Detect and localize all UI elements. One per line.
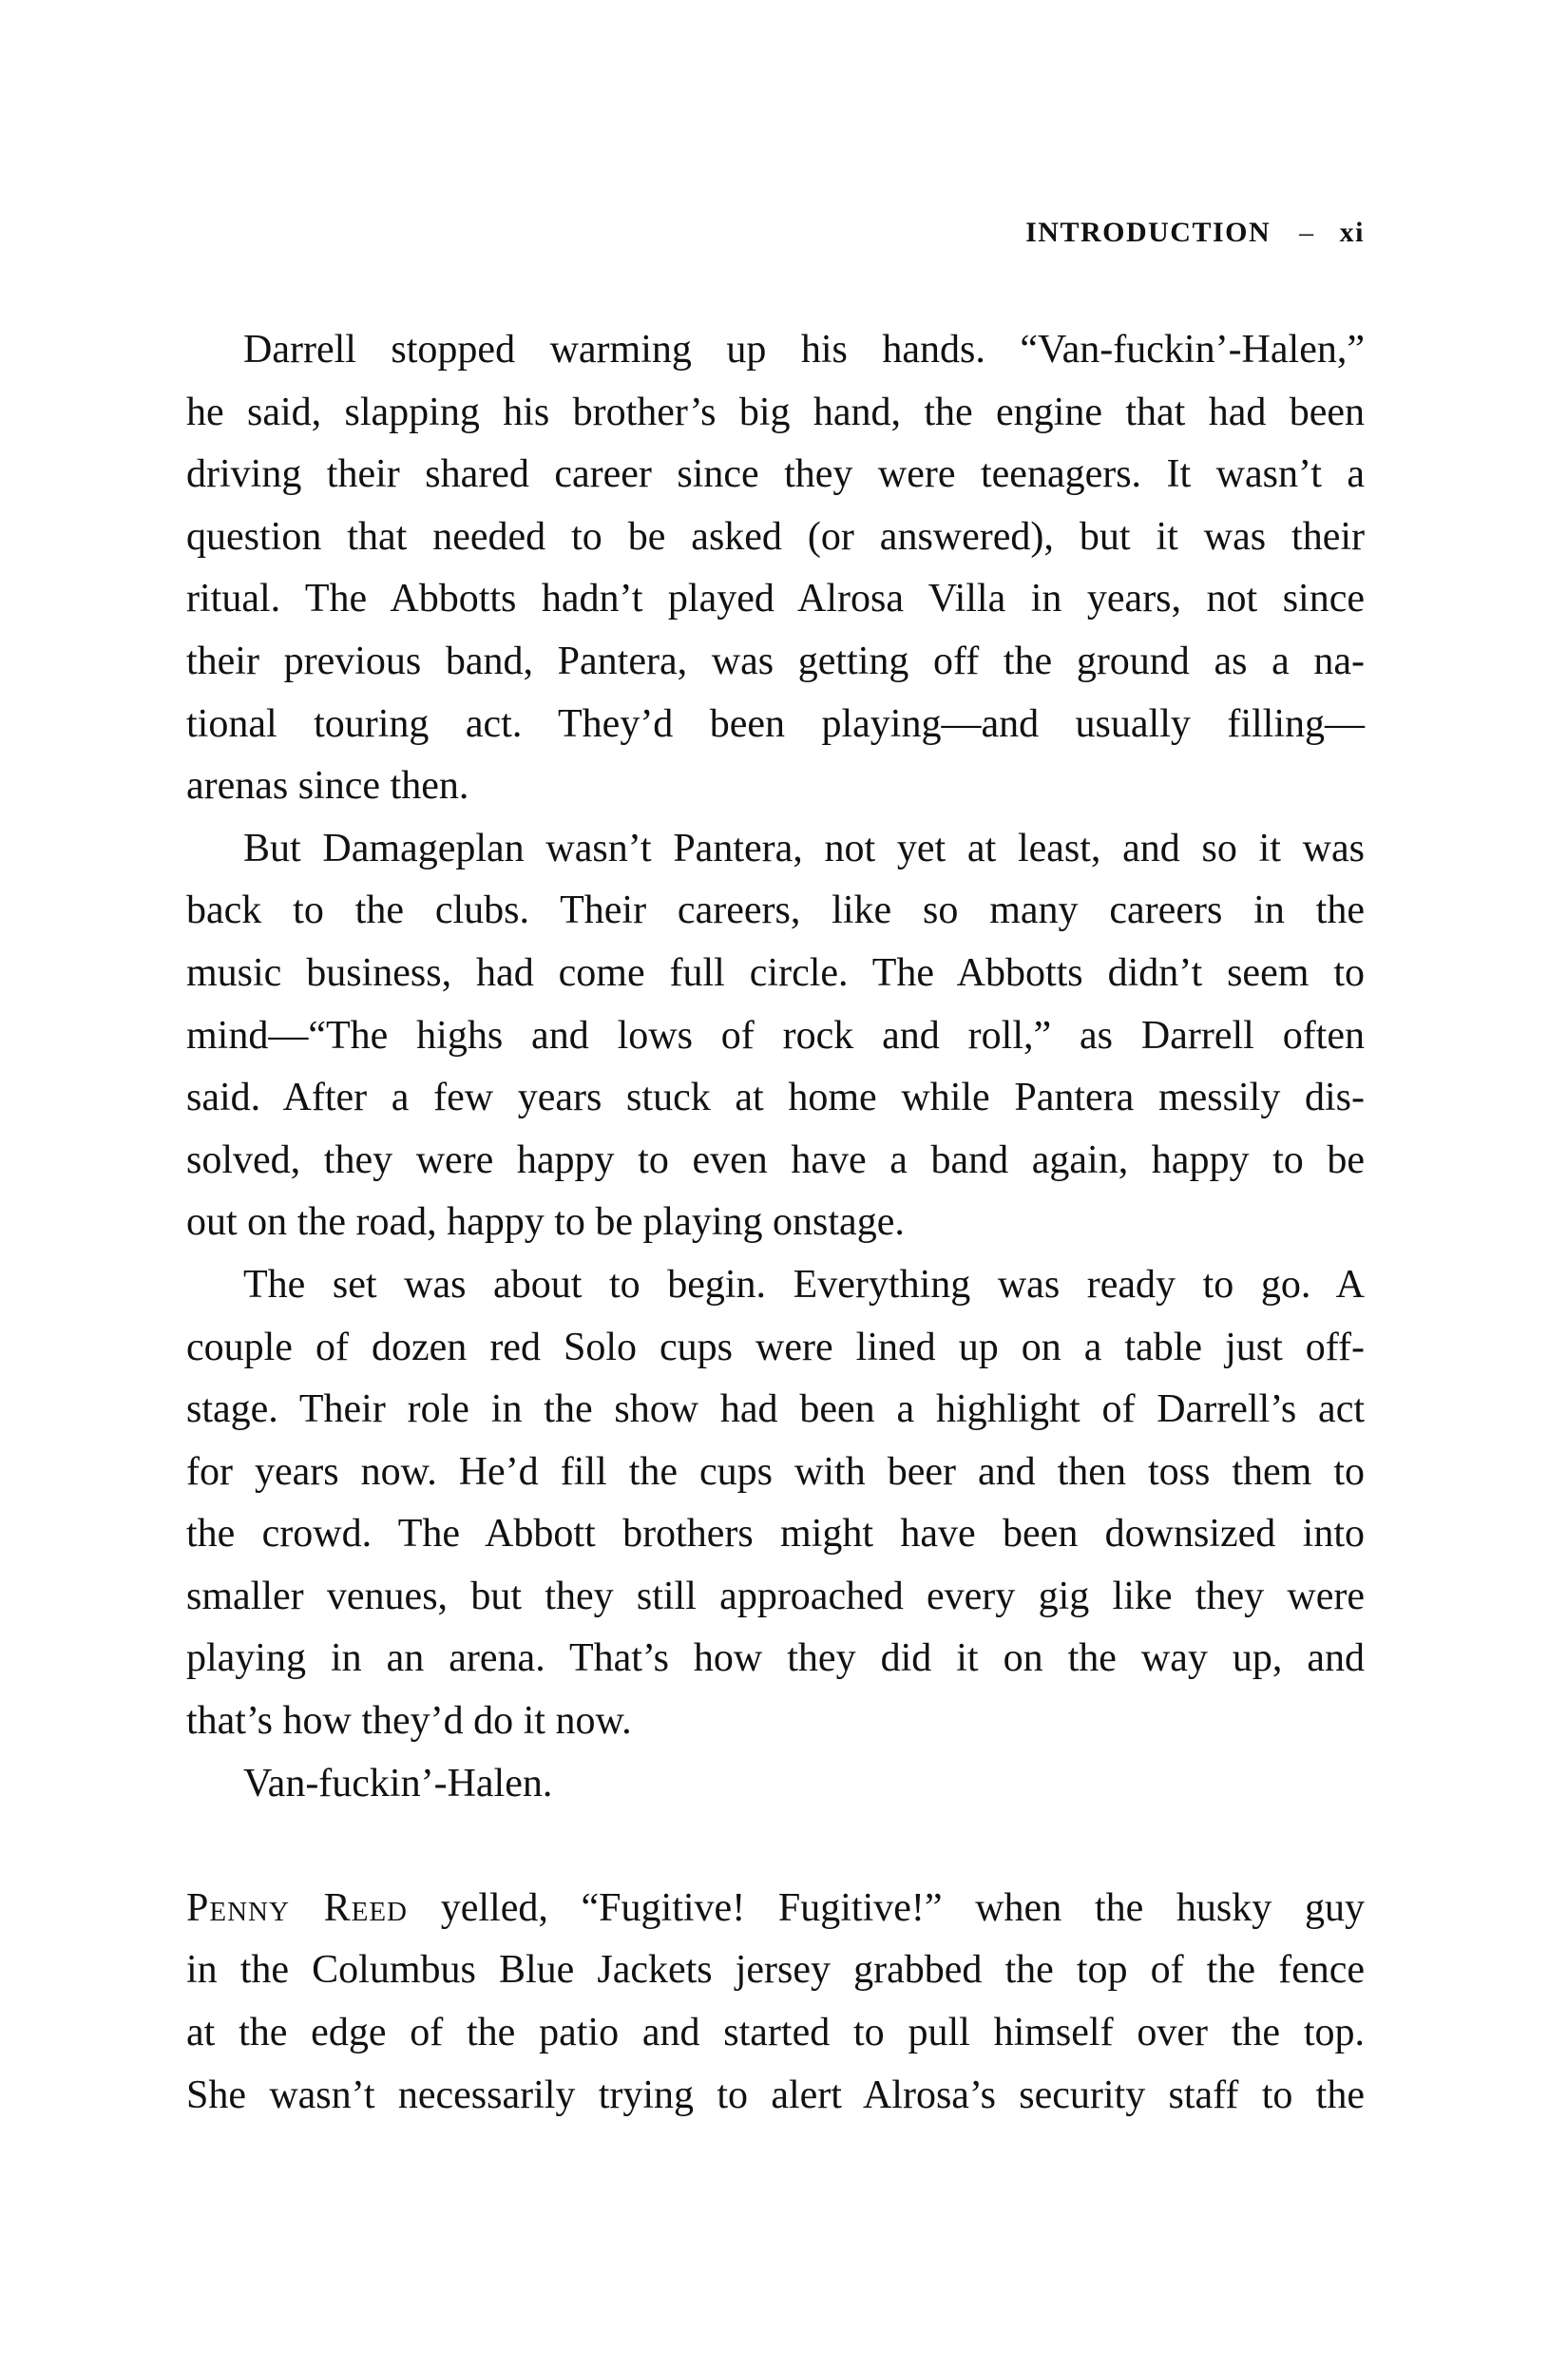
text-line: in the Columbus Blue Jackets jersey grabbed the top of the fence: [186, 1948, 1365, 1993]
text-line: their previous band, Pantera, was getting off the ground as a na-: [186, 639, 1365, 683]
text-line: playing in an arena. That’s how they did it on the way up, and: [186, 1636, 1365, 1681]
text-line: Van-fuckin’-Halen.: [243, 1761, 553, 1805]
paragraph: [186, 1753, 1365, 1816]
text-line: for years now. He’d fill the cups with beer and then toss them to: [186, 1449, 1365, 1494]
text-line: ritual. The Abbotts hadn’t played Alrosa Villa in years, not since: [186, 577, 1365, 621]
text-line: at the edge of the patio and started to pull himself over the top.: [186, 2011, 1365, 2055]
paragraph: [186, 319, 1365, 818]
text-line: Darrell stopped warming up his hands. “Van-fuckin’-Halen,”: [243, 328, 1365, 372]
text-line: arenas since then.: [186, 764, 469, 809]
lead-in-name: Penny Reed: [186, 1885, 408, 1930]
section-break: [186, 1815, 1365, 1878]
text-line: he said, slapping his brother’s big hand, the engine that had been: [186, 390, 1365, 434]
lead-in-rest: yelled, “Fugitive! Fugitive!” when the husky guy: [408, 1885, 1365, 1930]
text-line: She wasn’t necessarily trying to alert Alrosa’s security staff to the: [186, 2073, 1365, 2117]
text-line: said. After a few years stuck at home while Pantera messily dis-: [186, 1076, 1365, 1120]
text-line: driving their shared career since they were teenagers. It wasn’t a: [186, 452, 1365, 497]
text-line: [186, 1878, 1365, 1940]
text-line: music business, had come full circle. The Abbotts didn’t seem to: [186, 950, 1365, 995]
text-line: question that needed to be asked (or answered), but it was their: [186, 514, 1365, 559]
text-line: The set was about to begin. Everything was ready to go. A: [243, 1262, 1365, 1307]
text-line: back to the clubs. Their careers, like so many careers in the: [186, 888, 1365, 933]
paragraph: [186, 1878, 1365, 2127]
page-number: xi: [1339, 217, 1365, 248]
text-line: couple of dozen red Solo cups were lined up on a table just off-: [186, 1325, 1365, 1369]
paragraph: [186, 818, 1365, 1254]
text-line: stage. Their role in the show had been a highlight of Darrell’s act: [186, 1387, 1365, 1432]
paragraph: [186, 1254, 1365, 1753]
text-line: the crowd. The Abbott brothers might have been downsized into: [186, 1512, 1365, 1557]
running-head: [1025, 217, 1365, 249]
header-separator: –: [1299, 217, 1315, 248]
text-line: solved, they were happy to even have a band again, happy to be: [186, 1137, 1365, 1182]
body-text: [186, 319, 1365, 2127]
text-line: that’s how they’d do it now.: [186, 1699, 632, 1744]
text-line: mind—“The highs and lows of rock and roll,” as Darrell often: [186, 1013, 1365, 1058]
text-line: smaller venues, but they still approached every gig like they were: [186, 1574, 1365, 1618]
text-line: tional touring act. They’d been playing—and usually filling—: [186, 701, 1365, 746]
text-line: But Damageplan wasn’t Pantera, not yet at least, and so it was: [243, 826, 1365, 870]
text-line: out on the road, happy to be playing onstage.: [186, 1200, 905, 1245]
section-title: INTRODUCTION: [1025, 217, 1272, 248]
